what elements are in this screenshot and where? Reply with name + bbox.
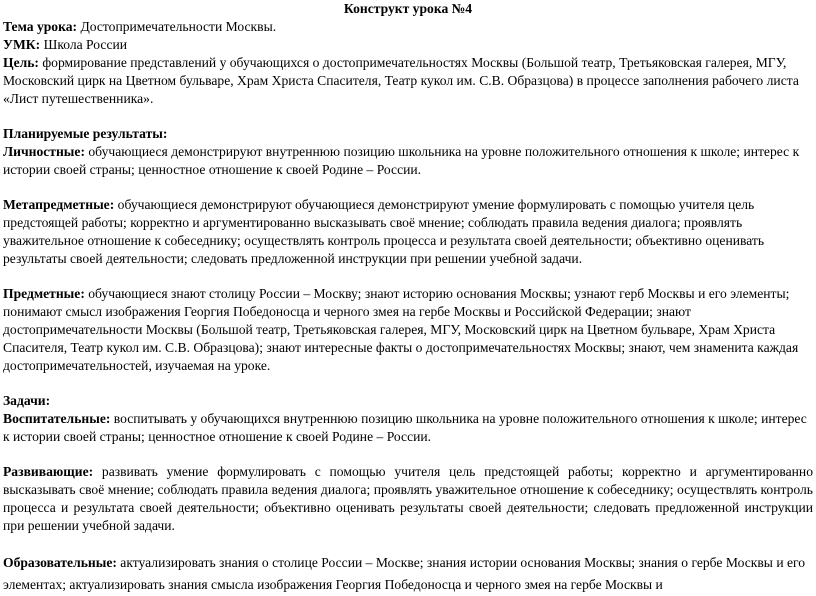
developing-value: развивать умение формулировать с помощью учителя цель предстоящей работы; корректно и аргументированно высказывать своё мнение; соблюдать правила ведения диалога; проявлять уважительное отношение к собеседнику; осуществлять контроль процесса и результата своей деятельности; объективно оценивать результаты своей деятельности; следовать предложенной инструкции при решении учебной задачи. xyxy=(3,464,813,533)
document-title: Конструкт урока №4 xyxy=(343,1,473,16)
topic-value: Достопримечательности Москвы. xyxy=(77,19,277,34)
educational-tasks xyxy=(3,410,813,446)
meta-value: обучающиеся демонстрируют обучающиеся демонстрируют умение формулировать с помощью учителя цель предстоящей работы; корректно и аргументированно высказывать своё мнение; соблюдать правила ведения диалога; проявлять уважительное отношение к собеседнику; осуществлять контроль процесса и результата своей деятельности; объективно оценивать результаты своей деятельности; следовать предложенной инструкции при решении учебной задачи. xyxy=(3,197,765,266)
umk-value: Школа России xyxy=(40,37,128,52)
subject-label: Предметные: xyxy=(3,286,85,301)
educational-label: Воспитательные: xyxy=(3,411,111,426)
goal-value: формирование представлений у обучающихся о достопримечательностях Москвы (Большой театр, Третьяковская галерея, МГУ, Московский цирк на Цветном бульваре, Храм Христа Спасителя, Театр кукол им. С.В. Образцова) в процессе заполнения рабочего листа «Лист путешественника». xyxy=(3,55,799,106)
meta-label: Метапредметные: xyxy=(3,197,115,212)
subject-results xyxy=(3,285,813,375)
subject-value: обучающиеся знают столицу России – Москву; знают историю основания Москвы; узнают герб Москвы и его элементы; понимают смысл изображения Георгия Победоносца и черного змея на гербе Москвы и Российской Федерации; знают достопримечательности Москвы (Большой театр, Третьяковская галерея, МГУ, Московский цирк на Цветном бульваре, Храм Христа Спасителя, Театр кукол им. С.В. Образцова); знают интересные факты о достопримечательностях Москвы; знают, чем знаменита каждая достопримечательностей, изучаемая на уроке. xyxy=(3,286,799,373)
goal-label: Цель: xyxy=(3,55,39,70)
teaching-label: Образовательные: xyxy=(3,555,117,570)
topic-line xyxy=(3,18,813,36)
goal-paragraph xyxy=(3,54,813,108)
topic-label: Тема урока: xyxy=(3,19,78,34)
planned-results-heading: Планируемые результаты: xyxy=(3,126,168,141)
tasks-heading: Задачи: xyxy=(3,393,51,408)
umk-label: УМК: xyxy=(3,37,41,52)
educational-value: воспитывать у обучающихся внутреннюю позицию школьника на уровне положительного отношения к школе; интерес к истории своей страны; ценностное отношение к своей Родине – России. xyxy=(3,411,807,444)
meta-results xyxy=(3,196,813,268)
teaching-value: актуализировать знания о столице России – Москве; знания истории основания Москвы; знания о гербе Москвы и его элементах; актуализировать знания смысла изображения Георгия Победоносца и черного змея на гербе Москвы и xyxy=(3,555,806,592)
developing-tasks xyxy=(3,463,813,535)
personal-results xyxy=(3,143,813,179)
personal-value: обучающиеся демонстрируют внутреннюю позицию школьника на уровне положительного отношения к школе; интерес к истории своей страны; ценностное отношение к своей Родине – России. xyxy=(3,144,800,177)
umk-line xyxy=(3,36,813,54)
personal-label: Личностные: xyxy=(3,144,85,159)
developing-label: Развивающие: xyxy=(3,464,94,479)
teaching-tasks xyxy=(3,552,813,596)
